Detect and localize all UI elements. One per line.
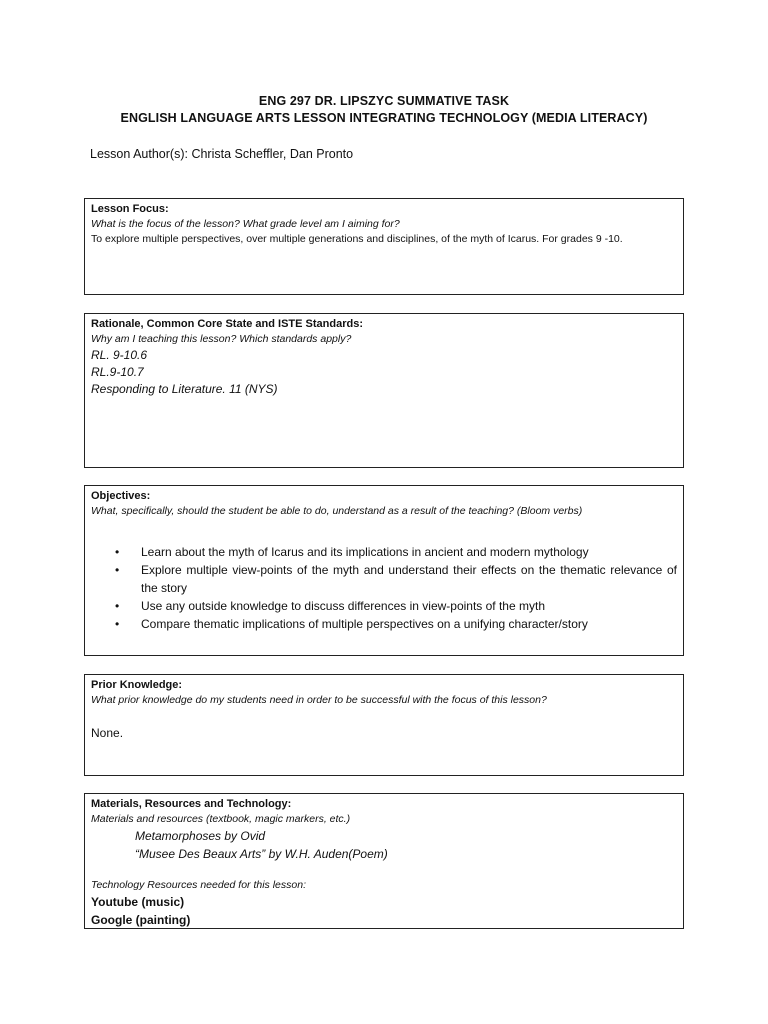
document-subtitle: ENGLISH LANGUAGE ARTS LESSON INTEGRATING TECHNOLOGY (MEDIA LITERACY) <box>120 111 648 125</box>
technology-item: Google (painting) <box>91 913 191 927</box>
section-title: Materials, Resources and Technology: <box>91 798 292 810</box>
section-title: Objectives: <box>91 490 151 502</box>
standard-item: Responding to Literature. 11 (NYS) <box>91 382 278 396</box>
standard-item: RL.9-10.7 <box>91 365 144 379</box>
material-item: “Musee Des Beaux Arts” by W.H. Auden(Poem) <box>135 847 388 861</box>
materials-section <box>84 793 684 929</box>
section-question: What, specifically, should the student be able to do, understand as a result of the teaching? (Bloom verbs) <box>91 505 583 517</box>
rationale-section <box>84 313 684 468</box>
section-answer: To explore multiple perspectives, over multiple generations and disciplines, of the myth of Icarus. For grades 9 -10. <box>91 233 623 245</box>
objective-item: • Explore multiple view-points of the myth and understand their effects on the thematic relevance of the story <box>115 561 677 597</box>
section-title: Rationale, Common Core State and ISTE Standards: <box>91 318 363 330</box>
technology-question: Technology Resources needed for this lesson: <box>91 879 306 891</box>
material-item: Metamorphoses by Ovid <box>135 829 266 843</box>
section-title: Lesson Focus: <box>91 203 169 215</box>
section-question: What prior knowledge do my students need in order to be successful with the focus of this lesson? <box>91 694 547 706</box>
section-question: Why am I teaching this lesson? Which standards apply? <box>91 333 352 345</box>
section-title: Prior Knowledge: <box>91 679 183 691</box>
lesson-authors: Lesson Author(s): Christa Scheffler, Dan Pronto <box>90 147 354 161</box>
objectives-section <box>84 485 684 656</box>
standard-item: RL. 9-10.6 <box>91 348 148 362</box>
section-question: What is the focus of the lesson? What grade level am I aiming for? <box>91 218 400 230</box>
document-title: ENG 297 DR. LIPSZYC SUMMATIVE TASK <box>258 94 510 108</box>
objectives-list <box>91 543 677 633</box>
lesson-focus-section <box>84 198 684 295</box>
section-answer: None. <box>91 726 124 740</box>
objective-item: • Use any outside knowledge to discuss differences in view-points of the myth <box>115 597 677 615</box>
objective-item: • Compare thematic implications of multiple perspectives on a unifying character/story <box>115 615 677 633</box>
prior-knowledge-section <box>84 674 684 776</box>
section-question: Materials and resources (textbook, magic markers, etc.) <box>91 813 351 825</box>
objective-item: • Learn about the myth of Icarus and its implications in ancient and modern mythology <box>115 543 677 561</box>
technology-item: Youtube (music) <box>91 895 185 909</box>
